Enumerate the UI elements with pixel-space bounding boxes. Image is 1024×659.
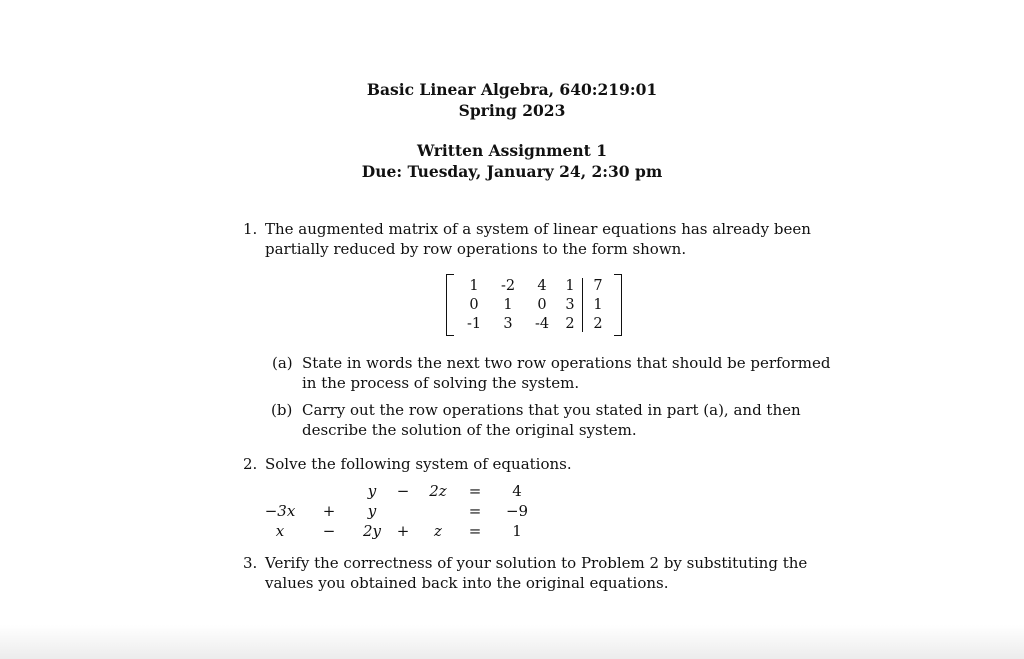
part-a-text-line: in the process of solving the system. <box>302 374 580 392</box>
equation-equals: = <box>468 502 482 520</box>
problem-1-number: 1. <box>243 220 258 238</box>
matrix-left-bracket <box>446 274 454 336</box>
matrix-cell: 2 <box>593 316 603 332</box>
equation-operator: − <box>322 522 336 540</box>
matrix-cell: 7 <box>593 278 603 294</box>
equation-operator: − <box>396 482 410 500</box>
equation-term: 2z <box>429 482 447 500</box>
equation-equals: = <box>468 482 482 500</box>
part-b-text-line: Carry out the row operations that you stated in part (a), and then <box>302 401 801 419</box>
matrix-cell: 3 <box>565 297 575 313</box>
part-b-text-line: describe the solution of the original system. <box>302 421 637 439</box>
matrix-cell: 1 <box>565 278 575 294</box>
equation-term: y <box>367 482 377 500</box>
due-date: Due: Tuesday, January 24, 2:30 pm <box>361 162 663 181</box>
matrix-cell: 0 <box>537 297 547 313</box>
problem-2-number: 2. <box>243 455 258 473</box>
page-bottom-shadow <box>0 625 1024 659</box>
equation-term: z <box>434 522 442 540</box>
matrix-cell: -4 <box>534 316 550 332</box>
matrix-right-bracket <box>614 274 622 336</box>
matrix-cell: 0 <box>469 297 479 313</box>
matrix-cell: 4 <box>537 278 547 294</box>
problem-1-text-line: partially reduced by row operations to the form shown. <box>265 240 687 258</box>
problem-3-text-line: Verify the correctness of your solution to Problem 2 by substituting the <box>265 554 808 572</box>
augmented-matrix <box>446 274 622 336</box>
equation-constant: 1 <box>512 522 522 540</box>
equation-operator: + <box>396 522 410 540</box>
part-a-label: (a) <box>272 354 293 372</box>
matrix-cell: 1 <box>469 278 479 294</box>
part-b-label: (b) <box>271 401 293 419</box>
matrix-cell: 1 <box>503 297 513 313</box>
assignment-title: Written Assignment 1 <box>417 141 607 160</box>
course-title: Basic Linear Algebra, 640:219:01 <box>366 80 658 99</box>
problem-2-text-line: Solve the following system of equations. <box>265 455 572 473</box>
term-label: Spring 2023 <box>458 101 566 120</box>
matrix-cell: 2 <box>565 316 575 332</box>
equation-term: y <box>367 502 377 520</box>
matrix-cell: -2 <box>500 278 516 294</box>
equation-constant: 4 <box>512 482 522 500</box>
problem-3-number: 3. <box>243 554 258 572</box>
equation-equals: = <box>468 522 482 540</box>
matrix-cell: 1 <box>593 297 603 313</box>
matrix-cell: -1 <box>466 316 482 332</box>
equation-term: 2y <box>362 522 382 540</box>
problem-3-text-line: values you obtained back into the original equations. <box>265 574 669 592</box>
equation-term: −3x <box>264 502 296 520</box>
problem-1-text-line: The augmented matrix of a system of linear equations has already been <box>265 220 811 238</box>
equation-term: x <box>275 522 285 540</box>
matrix-cell: 3 <box>503 316 513 332</box>
equation-operator: + <box>322 502 336 520</box>
equation-constant: −9 <box>505 502 529 520</box>
part-a-text-line: State in words the next two row operations that should be performed <box>302 354 831 372</box>
